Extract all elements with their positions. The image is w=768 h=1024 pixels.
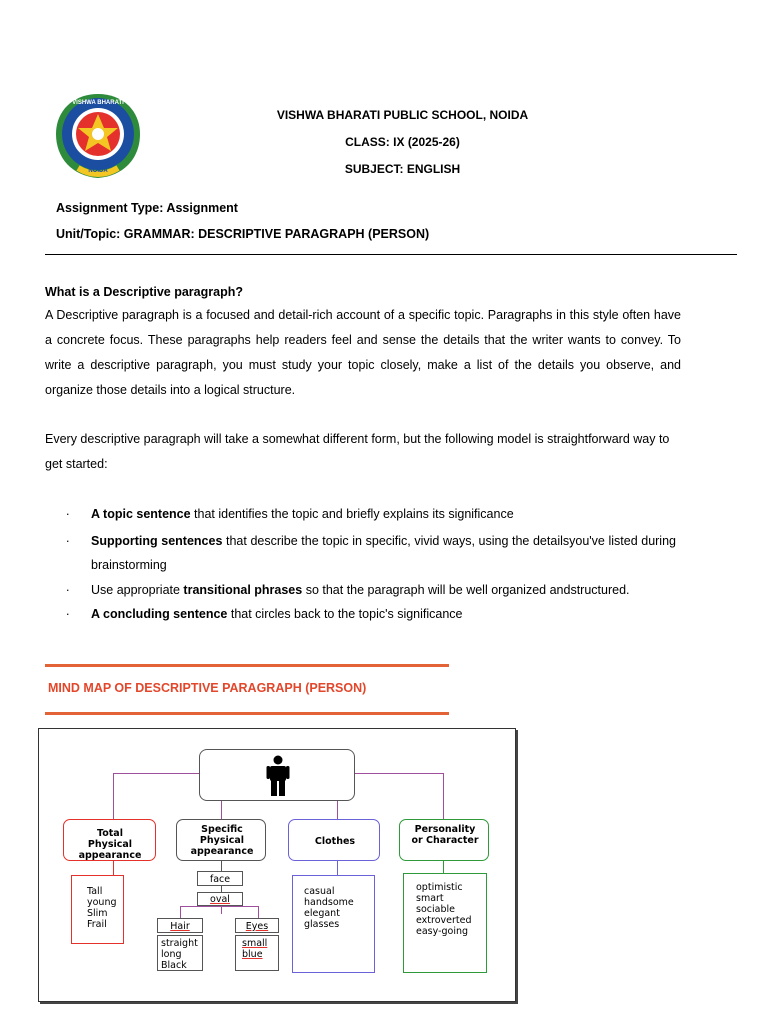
- list-hair: [157, 935, 203, 971]
- intro-paragraph: A Descriptive paragraph is a focused and detail-rich account of a specific topic. Paragraphs in this style often have a concrete focus. These paragraphs help readers feel and sense the details that the writer wants to convey. To write a descriptive paragraph, you must study your topic closely, make a list of the details you observe, and organize those details into a logical structure.: [45, 308, 681, 397]
- connector-line: [443, 861, 444, 873]
- list-item: Slim: [87, 908, 108, 919]
- list-item: Frail: [87, 919, 107, 930]
- list-item: blue: [242, 949, 263, 960]
- list-item: easy-going: [416, 926, 469, 937]
- bullet-marker: .: [66, 580, 70, 594]
- connector-line: [180, 906, 258, 907]
- node-personality: [399, 819, 489, 861]
- bullet-bold: A concluding sentence: [91, 607, 228, 621]
- list-item: young: [87, 897, 117, 908]
- connector-line: [258, 906, 259, 918]
- mind-map-diagram: [38, 728, 516, 1002]
- node-specific-physical: [176, 819, 266, 861]
- logo-top-text: VISHWA BHARATI: [72, 100, 124, 106]
- subject-line: SUBJECT: ENGLISH: [344, 162, 461, 176]
- person-icon: [266, 755, 290, 797]
- bullet-text: so that the paragraph will be well organized andstructured.: [302, 583, 630, 597]
- bullet-text: that circles back to the topic's significance: [227, 607, 463, 621]
- node-label: Clothes: [314, 836, 356, 847]
- connector-line: [221, 861, 222, 871]
- node-label: Eyes: [245, 921, 269, 932]
- list-total: [71, 875, 124, 944]
- school-name: VISHWA BHARATI PUBLIC SCHOOL, NOIDA: [276, 108, 529, 122]
- assignment-type: Assignment Type: Assignment: [56, 201, 238, 215]
- node-label: Specific Physical appearance: [190, 824, 254, 857]
- list-eyes: [235, 935, 279, 971]
- bullet-text: that identifies the topic and briefly explains its significance: [190, 507, 514, 521]
- header-divider: [45, 254, 737, 255]
- list-item: glasses: [304, 919, 340, 930]
- section-heading: What is a Descriptive paragraph?: [45, 285, 243, 299]
- mind-map-bottom-rule: [45, 712, 449, 715]
- logo-bottom-text: NOIDA: [88, 168, 108, 174]
- class-line: CLASS: IX (2025-26): [345, 135, 460, 149]
- list-item: smart: [416, 893, 444, 904]
- bullet-text-pre: Use appropriate: [91, 583, 184, 597]
- bullet-text: that describe the topic in specific, vivid ways, using the detailsyou've listed during brainstorming: [91, 534, 676, 572]
- connector-line: [180, 906, 181, 918]
- list-item: casual: [304, 886, 335, 897]
- list-item: Tall: [87, 886, 103, 897]
- connector-line: [337, 801, 338, 819]
- model-paragraph: Every descriptive paragraph will take a somewhat different form, but the following model is straightforward way to get started:: [45, 432, 670, 471]
- person-node: [199, 749, 355, 801]
- list-item: Black: [161, 960, 187, 971]
- node-label: Personality or Character: [411, 824, 479, 846]
- node-label: Total Physical appearance: [78, 828, 142, 861]
- school-logo: [50, 88, 146, 184]
- bullet-marker: .: [66, 504, 70, 518]
- connector-line: [113, 861, 114, 875]
- bullet-marker: .: [66, 604, 70, 618]
- node-oval: [197, 892, 243, 906]
- bullet-bold: Supporting sentences: [91, 534, 223, 548]
- mind-map-title: MIND MAP OF DESCRIPTIVE PARAGRAPH (PERSON): [48, 681, 367, 695]
- list-item: handsome: [304, 897, 354, 908]
- connector-line: [221, 906, 222, 914]
- bullet-marker: .: [66, 531, 70, 545]
- list-item: long: [161, 949, 182, 960]
- bullet-bold: A topic sentence: [91, 507, 191, 521]
- node-label: face: [209, 874, 231, 885]
- list-item: elegant: [304, 908, 340, 919]
- connector-line: [221, 801, 222, 819]
- list-item: sociable: [416, 904, 455, 915]
- connector-line: [113, 773, 114, 819]
- list-item: extroverted: [416, 915, 472, 926]
- connector-line: [113, 773, 199, 774]
- node-clothes: [288, 819, 380, 861]
- bullet-bold: transitional phrases: [183, 583, 303, 597]
- list-item: straight: [161, 938, 198, 949]
- connector-line: [443, 773, 444, 819]
- node-eyes: [235, 918, 279, 933]
- connector-line: [337, 861, 338, 875]
- mind-map-top-rule: [45, 664, 449, 667]
- list-personality: [403, 873, 487, 973]
- node-hair: [157, 918, 203, 933]
- list-clothes: [292, 875, 375, 973]
- node-face: [197, 871, 243, 886]
- list-item: optimistic: [416, 882, 463, 893]
- node-total-physical: [63, 819, 156, 861]
- unit-topic: Unit/Topic: GRAMMAR: DESCRIPTIVE PARAGRAPH (PERSON): [56, 227, 430, 241]
- list-item: small: [242, 938, 268, 949]
- node-label: oval: [210, 894, 230, 905]
- node-label: Hair: [170, 921, 190, 932]
- connector-line: [355, 773, 443, 774]
